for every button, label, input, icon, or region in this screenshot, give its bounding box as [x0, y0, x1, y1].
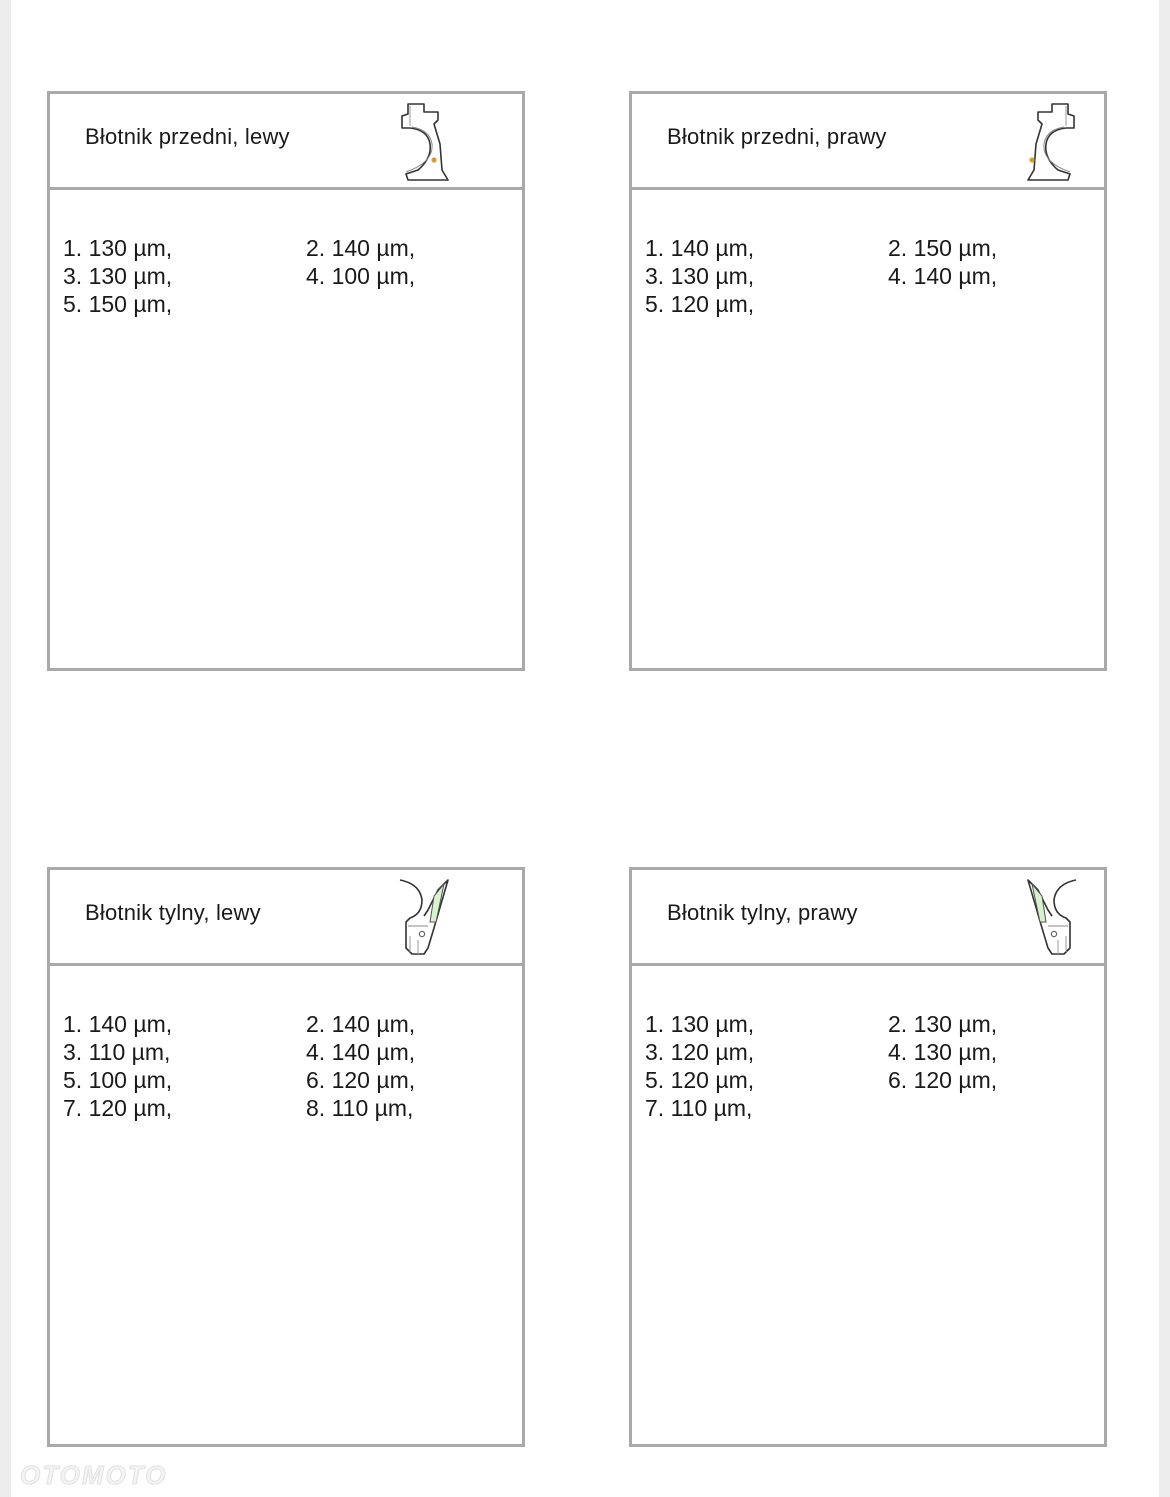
card-body [50, 966, 522, 1444]
card-header [50, 870, 522, 966]
reading-item: 3. 130 µm, [645, 263, 755, 289]
reading-item: 1. 130 µm, [645, 1011, 755, 1037]
card-front-left-fender [47, 91, 525, 671]
card-front-right-fender [629, 91, 1107, 671]
reading-item: 3. 130 µm, [63, 263, 173, 289]
reading-item: 5. 150 µm, [63, 291, 173, 317]
card-title: Błotnik przedni, prawy [667, 124, 887, 149]
reading-item: 4. 100 µm, [306, 263, 416, 289]
card-body [632, 190, 1104, 668]
card-body [632, 966, 1104, 1444]
card-title: Błotnik tylny, prawy [667, 900, 858, 925]
rear-left-fender-icon [394, 876, 460, 958]
card-title: Błotnik tylny, lewy [85, 900, 261, 925]
reading-item: 8. 110 µm, [306, 1095, 414, 1121]
card-rear-left-fender [47, 867, 525, 1447]
reading-item: 5. 120 µm, [645, 1067, 755, 1093]
reading-item: 4. 140 µm, [306, 1039, 416, 1065]
reading-item: 7. 110 µm, [645, 1095, 753, 1121]
card-rear-right-fender [629, 867, 1107, 1447]
card-body [50, 190, 522, 668]
reading-item: 5. 120 µm, [645, 291, 755, 317]
reading-item: 2. 150 µm, [888, 235, 998, 261]
readings-list [63, 234, 503, 318]
rear-right-fender-icon [1016, 876, 1082, 958]
reading-item: 4. 140 µm, [888, 263, 998, 289]
reading-item: 3. 110 µm, [63, 1039, 171, 1065]
reading-item: 1. 140 µm, [645, 235, 755, 261]
readings-list [645, 234, 1085, 318]
reading-item: 1. 130 µm, [63, 235, 173, 261]
reading-item: 4. 130 µm, [888, 1039, 998, 1065]
reading-item: 6. 120 µm, [888, 1067, 998, 1093]
card-title: Błotnik przedni, lewy [85, 124, 290, 149]
reading-item: 7. 120 µm, [63, 1095, 173, 1121]
reading-item: 1. 140 µm, [63, 1011, 173, 1037]
front-left-fender-icon [394, 100, 460, 182]
reading-item: 6. 120 µm, [306, 1067, 416, 1093]
reading-item: 2. 140 µm, [306, 1011, 416, 1037]
document-page [11, 0, 1159, 1497]
front-right-fender-icon [1016, 100, 1082, 182]
readings-list [63, 1010, 503, 1122]
watermark: OTOMOTO [20, 1460, 168, 1490]
card-header [50, 94, 522, 190]
card-header [632, 870, 1104, 966]
reading-item: 2. 130 µm, [888, 1011, 998, 1037]
reading-item: 2. 140 µm, [306, 235, 416, 261]
card-header [632, 94, 1104, 190]
readings-list [645, 1010, 1085, 1122]
reading-item: 5. 100 µm, [63, 1067, 173, 1093]
reading-item: 3. 120 µm, [645, 1039, 755, 1065]
